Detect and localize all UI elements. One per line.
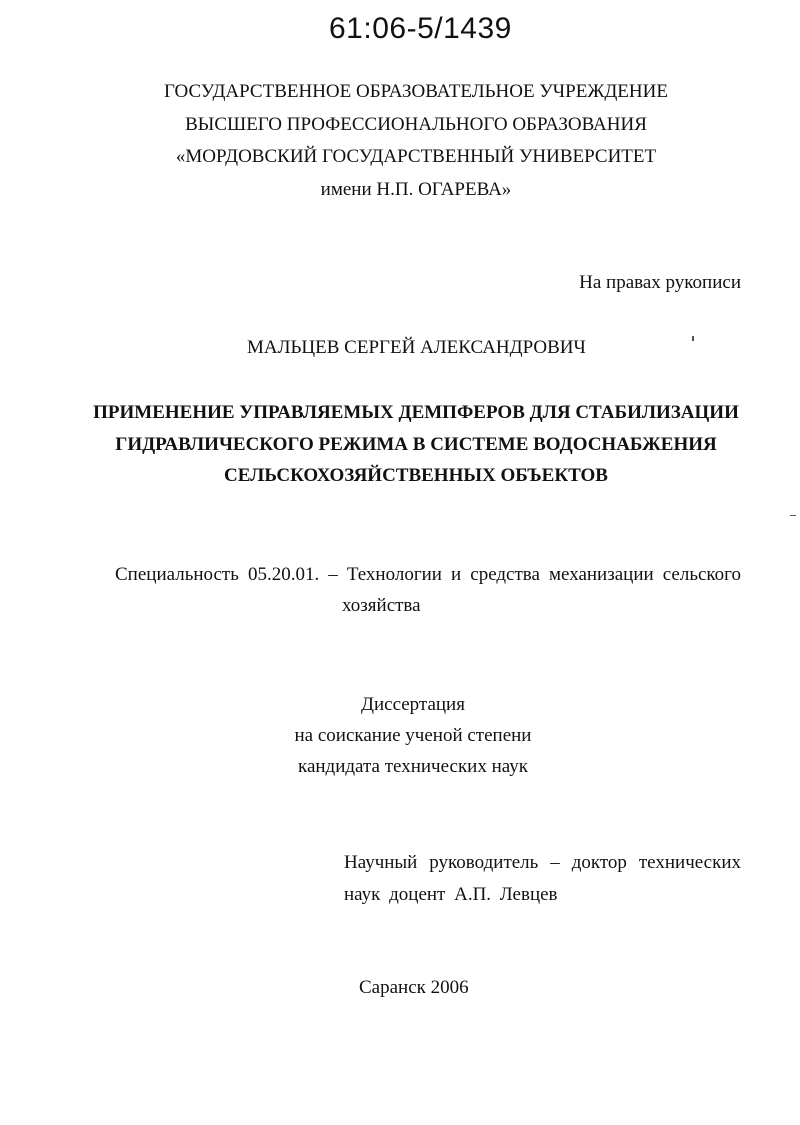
supervisor-text: Научный руководитель – доктор технических — [344, 852, 741, 873]
scan-speck — [692, 336, 694, 341]
supervisor-text-continued: наук доцент А.П. Левцев — [344, 884, 558, 905]
manuscript-note: На правах рукописи — [579, 272, 741, 293]
catalog-number: 61:06-5/1439 — [329, 12, 512, 45]
degree-block — [0, 689, 800, 782]
institution-line: ГОСУДАРСТВЕННОЕ ОБРАЗОВАТЕЛЬНОЕ УЧРЕЖДЕНИЕ — [164, 81, 668, 102]
institution-line: имени Н.П. ОГАРЕВА» — [320, 178, 512, 200]
thesis-title-line: СЕЛЬСКОХОЗЯЙСТВЕННЫХ ОБЪЕКТОВ — [224, 465, 608, 486]
author-name: МАЛЬЦЕВ СЕРГЕЙ АЛЕКСАНДРОВИЧ — [247, 337, 586, 358]
scan-speck — [790, 515, 796, 516]
thesis-title-line: ПРИМЕНЕНИЕ УПРАВЛЯЕМЫХ ДЕМПФЕРОВ ДЛЯ СТАБИЛИЗАЦИИ — [93, 402, 739, 423]
institution-block — [0, 76, 800, 206]
place-and-year: Саранск 2006 — [359, 977, 469, 998]
specialty-text-continued: хозяйства — [342, 595, 421, 616]
degree-line: на соискание ученой степени — [294, 725, 532, 746]
thesis-title-line: ГИДРАВЛИЧЕСКОГО РЕЖИМА В СИСТЕМЕ ВОДОСНАБЖЕНИЯ — [115, 433, 717, 455]
institution-line: ВЫСШЕГО ПРОФЕССИОНАЛЬНОГО ОБРАЗОВАНИЯ — [185, 113, 647, 135]
degree-line: кандидата технических наук — [298, 756, 528, 777]
institution-line: «МОРДОВСКИЙ ГОСУДАРСТВЕННЫЙ УНИВЕРСИТЕТ — [175, 146, 657, 167]
specialty-text: Специальность 05.20.01. – Технологии и средства механизации сельского — [115, 564, 741, 585]
degree-line: Диссертация — [361, 694, 465, 715]
thesis-title — [0, 397, 800, 492]
